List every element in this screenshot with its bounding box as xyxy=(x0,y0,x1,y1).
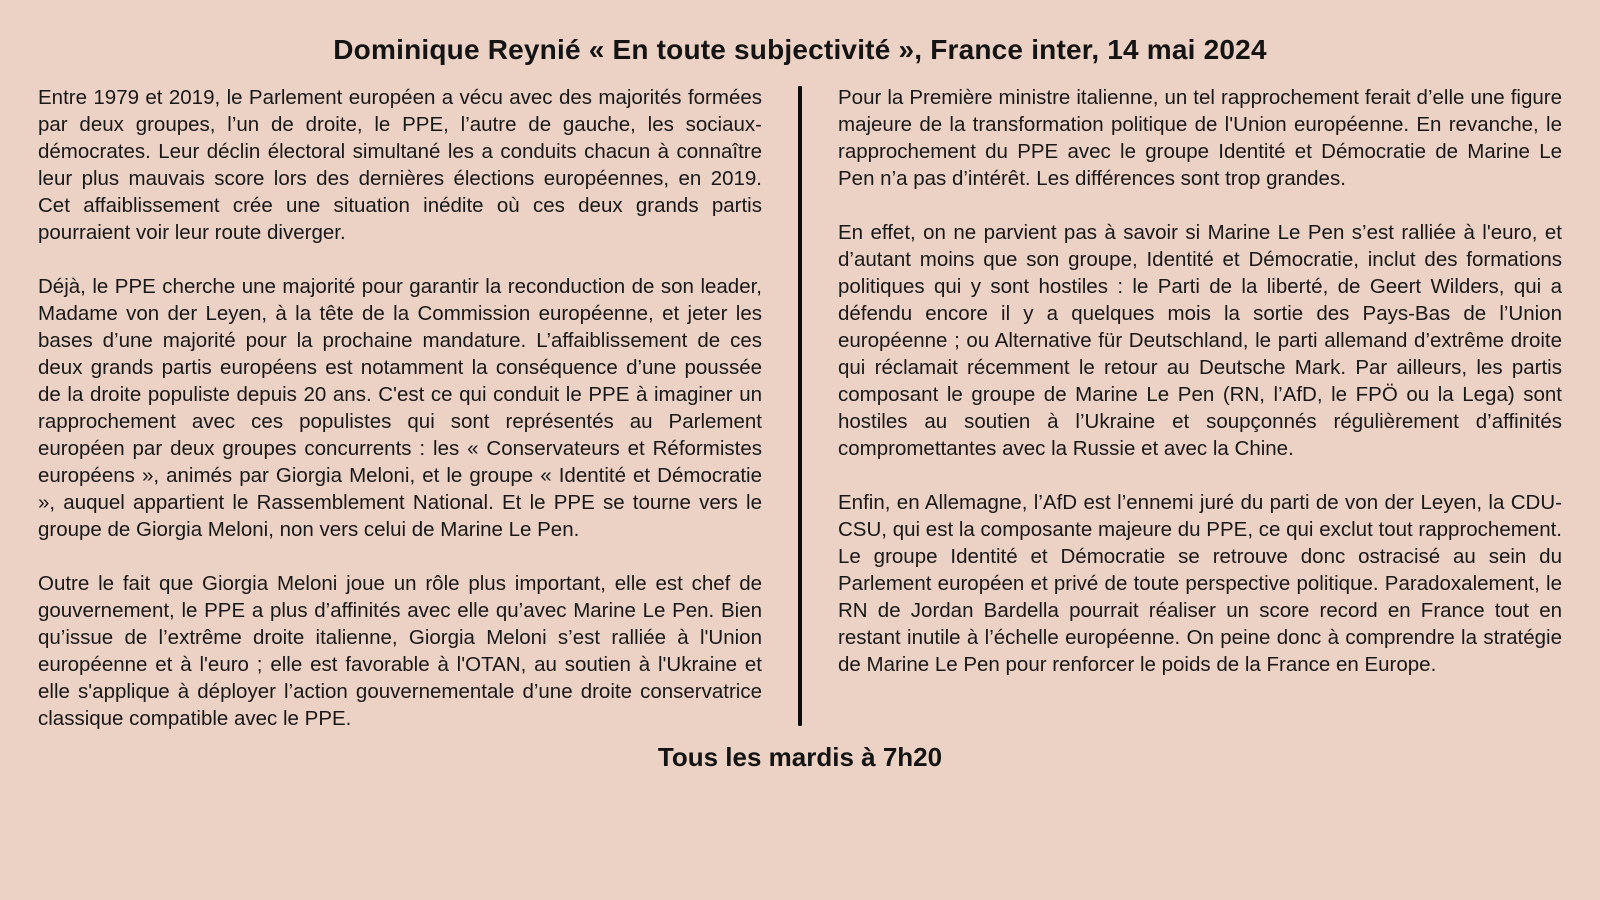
paragraph: Entre 1979 et 2019, le Parlement européen a vécu avec des majorités formées par deux groupes, l’un de droite, le PPE, l’autre de gauche, les sociaux-démocrates. Leur déclin électoral simultané les a conduits chacun à connaître leur plus mauvais score lors des dernières élections européennes, en 2019. Cet affaiblissement crée une situation inédite où ces deux grands partis pourraient voir leur route diverger. xyxy=(38,86,762,244)
column-divider xyxy=(798,86,802,726)
paragraph: En effet, on ne parvient pas à savoir si Marine Le Pen s’est ralliée à l'euro, et d’autant moins que son groupe, Identité et Démocratie, inclut des formations politiques qui y sont hostiles : le Parti de la liberté, de Geert Wilders, qui a défendu encore il y a quelques mois la sortie des Pays-Bas de l’Union européenne ; ou Alternative für Deutschland, le parti allemand d’extrême droite qui réclamait récemment le retour au Deutsche Mark. Par ailleurs, les partis composant le groupe de Marine Le Pen (RN, l’AfD, le FPÖ ou la Lega) sont hostiles au soutien à l’Ukraine et soupçonnés régulièrement d’affinités compromettantes avec la Russie et avec la Chine. xyxy=(838,221,1562,460)
page-title: Dominique Reynié « En toute subjectivité », France inter, 14 mai 2024 xyxy=(333,34,1267,65)
right-column xyxy=(838,84,1562,732)
paragraph: Outre le fait que Giorgia Meloni joue un rôle plus important, elle est chef de gouvernement, le PPE a plus d’affinités avec elle qu’avec Marine Le Pen. Bien qu’issue de l’extrême droite italienne, Giorgia Meloni s’est ralliée à l'Union européenne et à l'euro ; elle est favorable à l'OTAN, au soutien à l'Ukraine et elle s'applique à déployer l’action gouvernementale d’une droite conservatrice classique compatible avec le PPE. xyxy=(38,572,762,730)
paragraph: Pour la Première ministre italienne, un tel rapprochement ferait d’elle une figure majeure de la transformation politique de l'Union européenne. En revanche, le rapprochement du PPE avec le groupe Identité et Démocratie de Marine Le Pen n’a pas d’intérêt. Les différences sont trop grandes. xyxy=(838,86,1562,190)
paragraph: Enfin, en Allemagne, l’AfD est l’ennemi juré du parti de von der Leyen, la CDU-CSU, qui est la composante majeure du PPE, ce qui exclut tout rapprochement. Le groupe Identité et Démocratie se retrouve donc ostracisé au sein du Parlement européen et privé de toute perspective politique. Paradoxalement, le RN de Jordan Bardella pourrait réaliser un score record en France tout en restant inutile à l’échelle européenne. On peine donc à comprendre la stratégie de Marine Le Pen pour renforcer le poids de la France en Europe. xyxy=(838,491,1562,676)
two-column-body xyxy=(38,84,1562,732)
paragraph: Déjà, le PPE cherche une majorité pour garantir la reconduction de son leader, Madame von der Leyen, à la tête de la Commission européenne, et jeter les bases d’une majorité pour la prochaine mandature. L’affaiblissement de ces deux grands partis européens est notamment la conséquence d’une poussée de la droite populiste depuis 20 ans. C'est ce qui conduit le PPE à imaginer un rapprochement avec ces populistes qui sont représentés au Parlement européen par deux groupes concurrents : les « Conservateurs et Réformistes européens », animés par Giorgia Meloni, et le groupe « Identité et Démocratie », auquel appartient le Rassemblement National. Et le PPE se tourne vers le groupe de Giorgia Meloni, non vers celui de Marine Le Pen. xyxy=(38,275,762,541)
left-column xyxy=(38,84,762,732)
footer-note: Tous les mardis à 7h20 xyxy=(657,742,943,772)
